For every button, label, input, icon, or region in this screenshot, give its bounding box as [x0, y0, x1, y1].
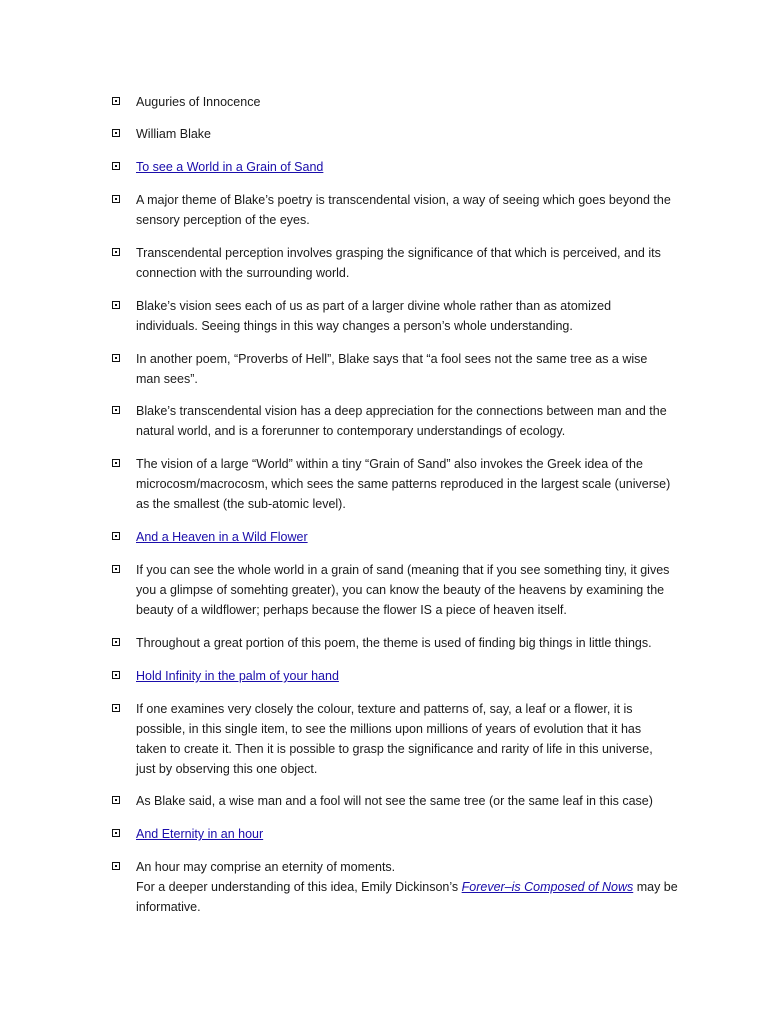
checkbox-bullet-icon [112, 459, 120, 467]
list-item-text [136, 699, 692, 779]
checkbox-bullet-icon [112, 532, 120, 540]
text-line: you a glimpse of somehting greater), you can know the beauty of the heavens by examining the [136, 583, 665, 597]
checkbox-bullet-icon [112, 829, 120, 837]
text-line: as the smallest (the sub-atomic level). [136, 497, 346, 511]
text-line: If one examines very closely the colour, texture and patterns of, say, a leaf or a flower, it is [136, 702, 633, 716]
text-line: connection with the surrounding world. [136, 266, 350, 280]
checkbox-bullet-icon [112, 129, 120, 137]
heading-link[interactable]: Hold Infinity in the palm of your hand [136, 669, 339, 683]
heading-link[interactable]: To see a World in a Grain of Sand [136, 160, 324, 174]
checkbox-bullet-icon [112, 796, 120, 804]
text-segment: may be [633, 880, 678, 894]
text-line: William Blake [136, 127, 212, 141]
checkbox-bullet-icon [112, 195, 120, 203]
text-line: microcosm/macrocosm, which sees the same patterns reproduced in the largest scale (universe) [136, 477, 671, 491]
text-line: If you can see the whole world in a grain of sand (meaning that if you see something tiny, it gives [136, 563, 670, 577]
text-line: Throughout a great portion of this poem, the theme is used of finding big things in little things. [136, 636, 652, 650]
text-line: Blake’s vision sees each of us as part of a larger divine whole rather than as atomized [136, 299, 612, 313]
list-item-text [136, 349, 692, 389]
list-item-text [136, 633, 692, 653]
list-item-text [136, 124, 692, 144]
list-item-text [136, 157, 692, 177]
text-segment: For a deeper understanding of this idea, Emily Dickinson’s [136, 880, 462, 894]
checkbox-bullet-icon [112, 301, 120, 309]
checkbox-bullet-icon [112, 406, 120, 414]
checkbox-bullet-icon [112, 248, 120, 256]
list-item-text [136, 454, 692, 514]
list-item-text [136, 824, 692, 844]
text-line: The vision of a large “World” within a tiny “Grain of Sand” also invokes the Greek idea of the [136, 457, 643, 471]
list-item-text [136, 296, 692, 336]
list-item-text [136, 857, 692, 917]
list-item-text [136, 92, 692, 112]
checkbox-bullet-icon [112, 704, 120, 712]
text-line: possible, in this single item, to see the millions upon millions of years of evolution that it has [136, 722, 642, 736]
text-line: A major theme of Blake’s poetry is transcendental vision, a way of seeing which goes beyond the [136, 193, 671, 207]
checkbox-bullet-icon [112, 565, 120, 573]
text-line: taken to create it. Then it is possible to grasp the significance and rarity of life in this universe, [136, 742, 653, 756]
checkbox-bullet-icon [112, 97, 120, 105]
heading-link[interactable]: And Eternity in an hour [136, 827, 264, 841]
text-line: informative. [136, 900, 201, 914]
checkbox-bullet-icon [112, 671, 120, 679]
list-item-text [136, 666, 692, 686]
list-item-text [136, 560, 692, 620]
poem-link[interactable]: Forever–is Composed of Nows [461, 880, 634, 894]
text-line: In another poem, “Proverbs of Hell”, Blake says that “a fool sees not the same tree as a wise [136, 352, 648, 366]
text-line: As Blake said, a wise man and a fool will not see the same tree (or the same leaf in this case) [136, 794, 653, 808]
heading-link[interactable]: And a Heaven in a Wild Flower [136, 530, 308, 544]
list-item-text [136, 243, 692, 283]
text-line: individuals. Seeing things in this way changes a person’s whole understanding. [136, 319, 573, 333]
text-line [136, 877, 692, 897]
list-item-text [136, 401, 692, 441]
text-line: Transcendental perception involves grasping the significance of that which is perceived, and its [136, 246, 661, 260]
list-item-text [136, 190, 692, 230]
list-item-text [136, 791, 692, 811]
text-line: Blake’s transcendental vision has a deep appreciation for the connections between man and the [136, 404, 667, 418]
text-line: An hour may comprise an eternity of moments. [136, 860, 396, 874]
checkbox-bullet-icon [112, 638, 120, 646]
checkbox-bullet-icon [112, 354, 120, 362]
checkbox-bullet-icon [112, 862, 120, 870]
list-item-text [136, 527, 692, 547]
text-line: sensory perception of the eyes. [136, 213, 310, 227]
text-line: man sees”. [136, 372, 198, 386]
text-line: just by observing this one object. [136, 762, 318, 776]
checkbox-bullet-icon [112, 162, 120, 170]
text-line: natural world, and is a forerunner to contemporary understandings of ecology. [136, 424, 566, 438]
text-line: Auguries of Innocence [136, 95, 261, 109]
text-line: beauty of a wildflower; perhaps because the flower IS a piece of heaven itself. [136, 603, 567, 617]
